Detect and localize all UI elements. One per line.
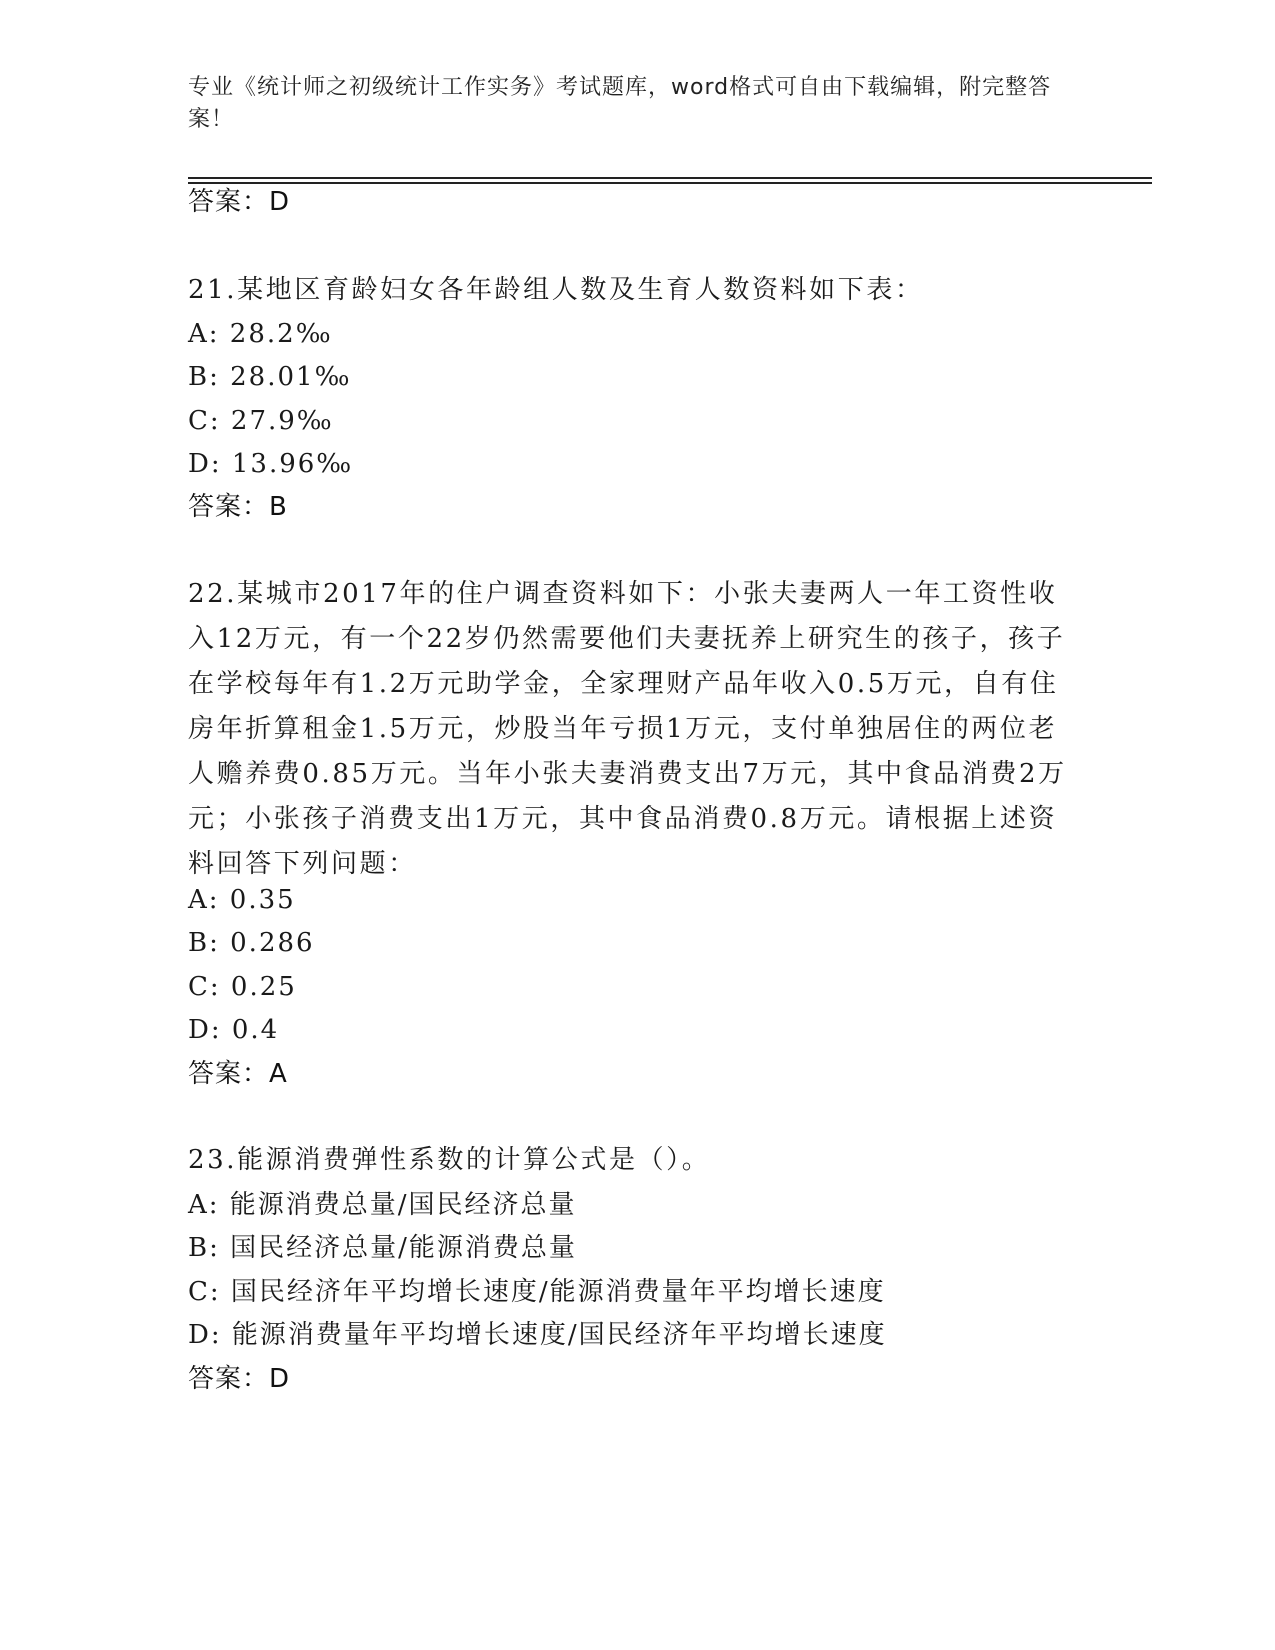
question-23-option-c: C: 国民经济年平均增长速度/能源消费量年平均增长速度: [188, 1277, 886, 1307]
question-21-option-b: B: 28.01‰: [188, 362, 352, 392]
question-22-option-d: D: 0.4: [188, 1015, 280, 1045]
question-23-option-d: D: 能源消费量年平均增长速度/国民经济年平均增长速度: [188, 1320, 887, 1350]
question-23-option-b: B: 国民经济总量/能源消费总量: [188, 1233, 577, 1263]
page-header: 专业《统计师之初级统计工作实务》考试题库，word格式可自由下载编辑，附完整答案！: [188, 75, 1052, 132]
question-22-answer: 答案：A: [188, 1059, 288, 1089]
question-21-option-c: C: 27.9‰: [188, 406, 334, 436]
question-22-option-a: A: 0.35: [188, 885, 296, 915]
previous-answer: 答案：D: [188, 187, 291, 217]
question-21-stem: 21.某地区育龄妇女各年龄组人数及生育人数资料如下表：: [188, 275, 924, 305]
question-21-option-a: A: 28.2‰: [188, 319, 333, 349]
question-22-stem: 22.某城市2017年的住户调查资料如下：小张夫妻两人一年工资性收入12万元，有一个22岁仍然需要他们夫妻抚养上研究生的孩子，孩子在学校每年有1.2万元助学金，全家理财产品年收入0.5万元，自有住房年折算租金1.5万元，炒股当年亏损1万元，支付单独居住的两位老人赡养费0.85万元。当年小张夫妻消费支出7万元，其中食品消费2万元；小张孩子消费支出1万元，其中食品消费0.8万元。请根据上述资料回答下列问题：: [188, 579, 1067, 879]
question-22-option-c: C: 0.25: [188, 972, 297, 1002]
question-23-option-a: A: 能源消费总量/国民经济总量: [188, 1190, 577, 1220]
question-23-stem: 23.能源消费弹性系数的计算公式是（）。: [188, 1145, 711, 1175]
header-rule-bottom: [188, 182, 1152, 184]
question-21-option-d: D: 13.96‰: [188, 449, 354, 479]
question-22-option-b: B: 0.286: [188, 928, 315, 958]
question-21-answer: 答案：B: [188, 492, 288, 522]
header-rule-top: [188, 177, 1152, 179]
question-23-answer: 答案：D: [188, 1364, 291, 1394]
